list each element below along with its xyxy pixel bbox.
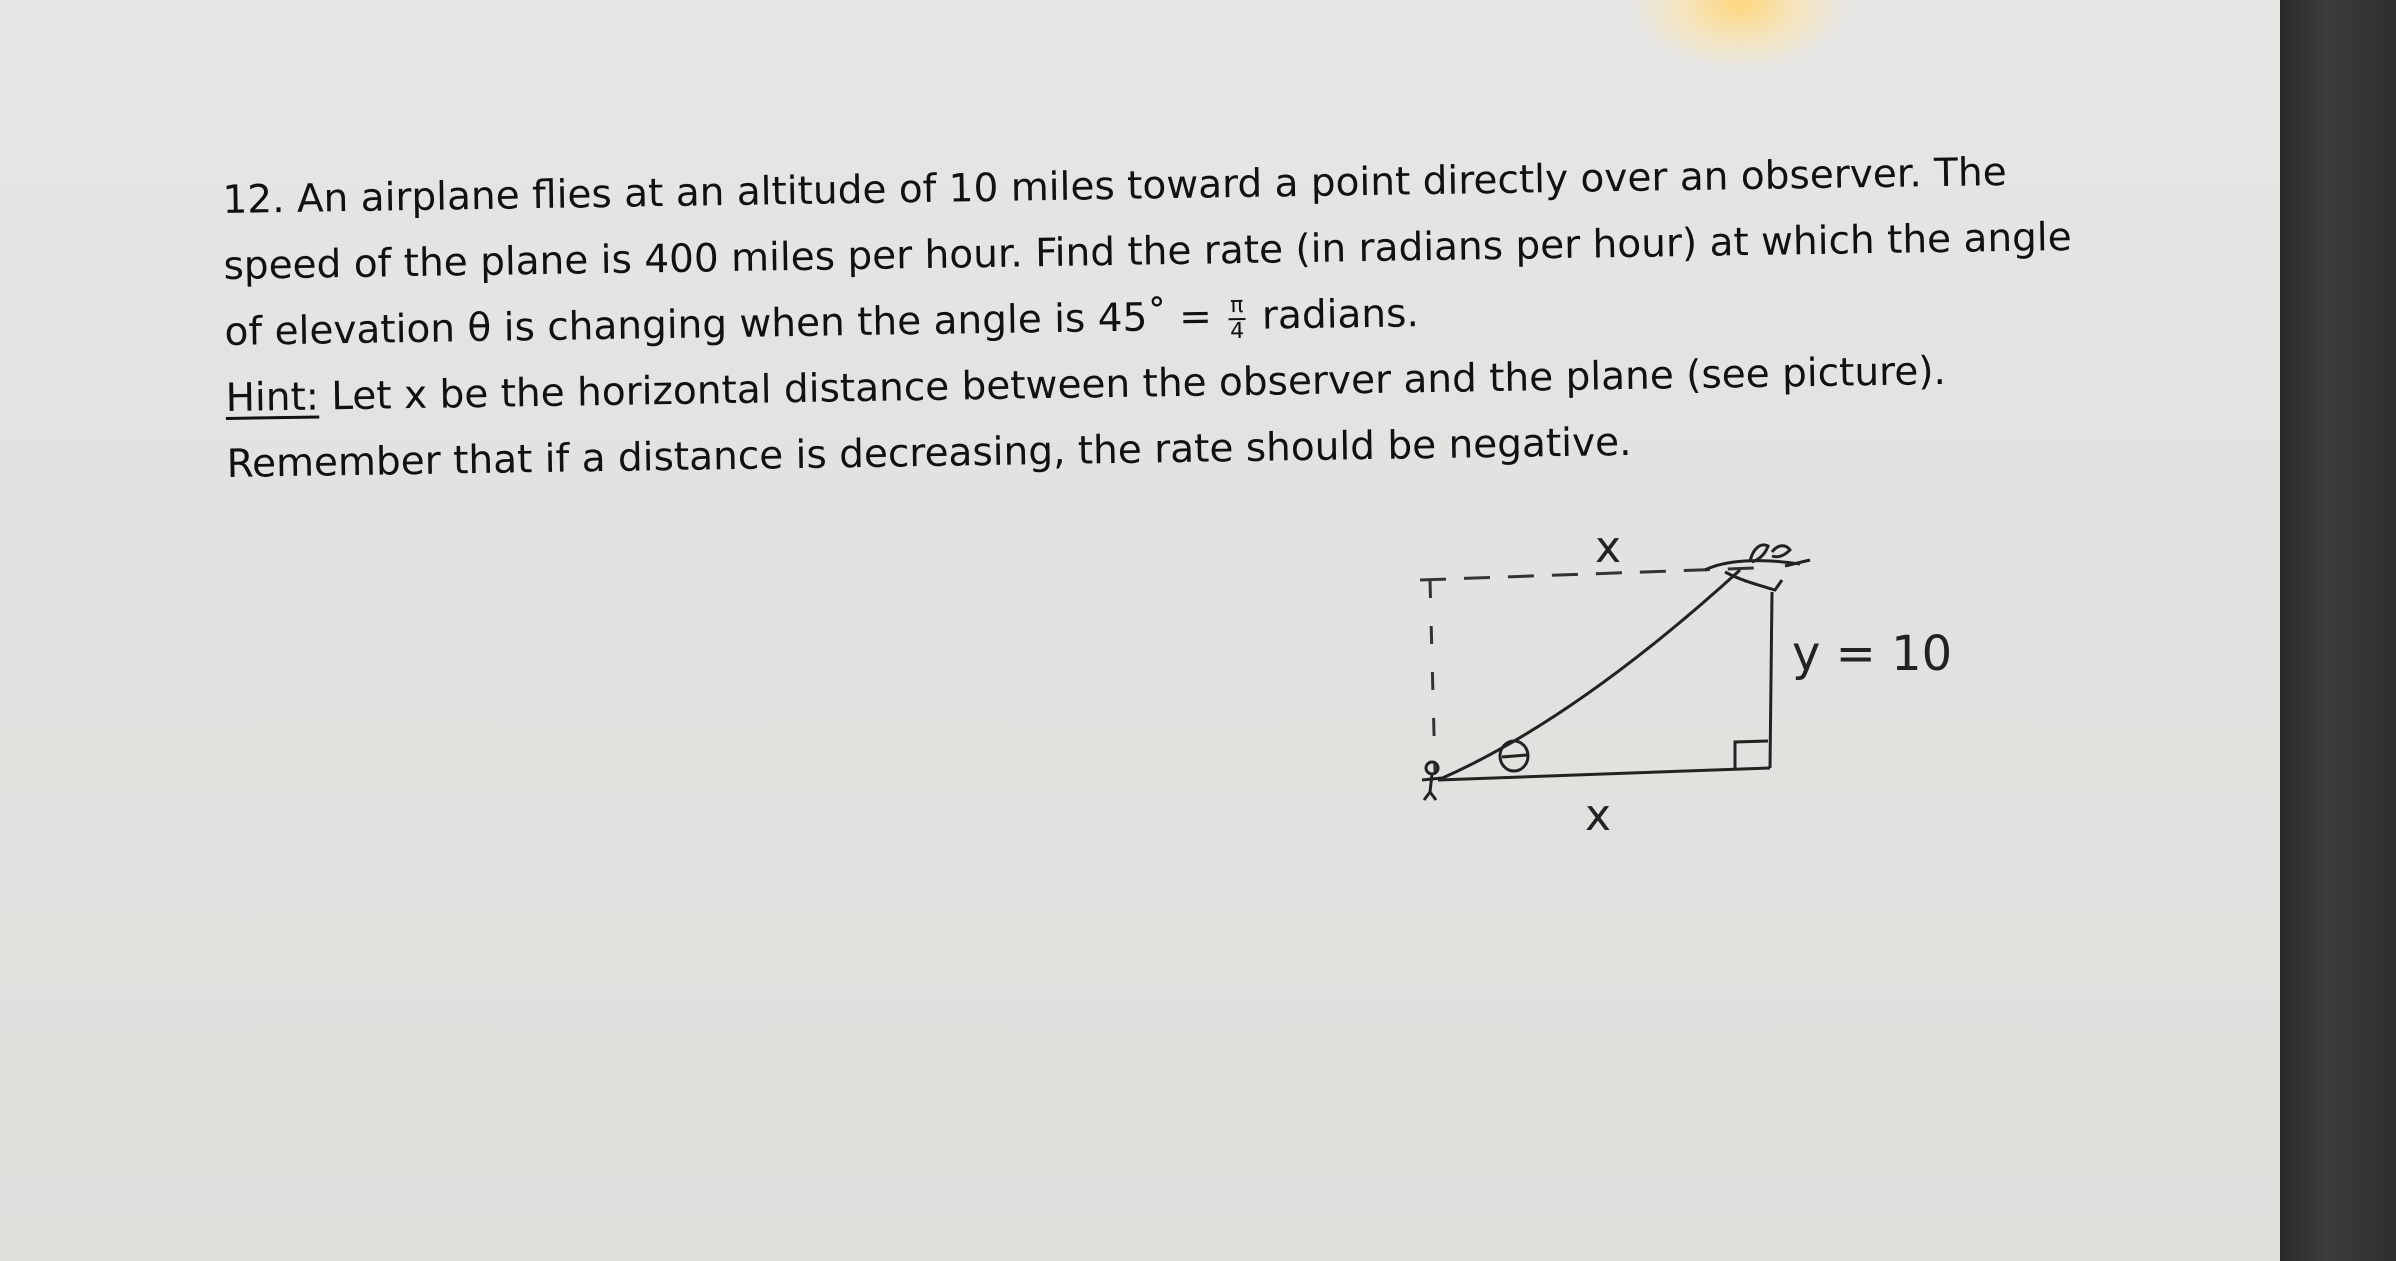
left-dashed-line bbox=[1430, 580, 1435, 772]
altitude-line bbox=[1770, 592, 1772, 768]
theta-symbol bbox=[1500, 741, 1528, 771]
problem-line-3-end: radians. bbox=[1261, 291, 1420, 339]
triangle-sketch bbox=[1380, 500, 2000, 860]
problem-text bbox=[222, 140, 2073, 498]
bottom-x-label: x bbox=[1585, 790, 1612, 841]
fraction-numerator: π bbox=[1228, 293, 1246, 319]
top-dashed-line bbox=[1420, 568, 1755, 580]
hint-label: Hint: bbox=[225, 374, 320, 421]
pi-over-4-fraction bbox=[1228, 293, 1246, 343]
hypotenuse-line bbox=[1438, 570, 1740, 780]
problem-line-1-text: An airplane flies at an altitude of 10 miles toward a point directly over an observer. The bbox=[296, 149, 2007, 222]
monitor-bezel bbox=[2280, 0, 2396, 1261]
right-angle-marker bbox=[1735, 741, 1768, 769]
light-glare bbox=[1630, 0, 1850, 70]
problem-number: 12. bbox=[222, 177, 285, 223]
fraction-denominator: 4 bbox=[1229, 318, 1245, 344]
y-equals-10-label: y = 10 bbox=[1792, 626, 1953, 682]
problem-line-3-start: of elevation θ is changing when the angle is 45˚ = bbox=[224, 294, 1213, 355]
airplane-icon bbox=[1705, 545, 1810, 590]
hint-line-1-text: Let x be the horizontal distance between the observer and the plane (see picture). bbox=[330, 348, 1947, 420]
top-x-label: x bbox=[1595, 522, 1622, 573]
problem-line-2: speed of the plane is 400 miles per hour. Find the rate (in radians per hour) at which the angle bbox=[223, 214, 2073, 289]
base-line bbox=[1438, 768, 1770, 780]
hint-line-2: Remember that if a distance is decreasing, the rate should be negative. bbox=[226, 419, 1632, 487]
